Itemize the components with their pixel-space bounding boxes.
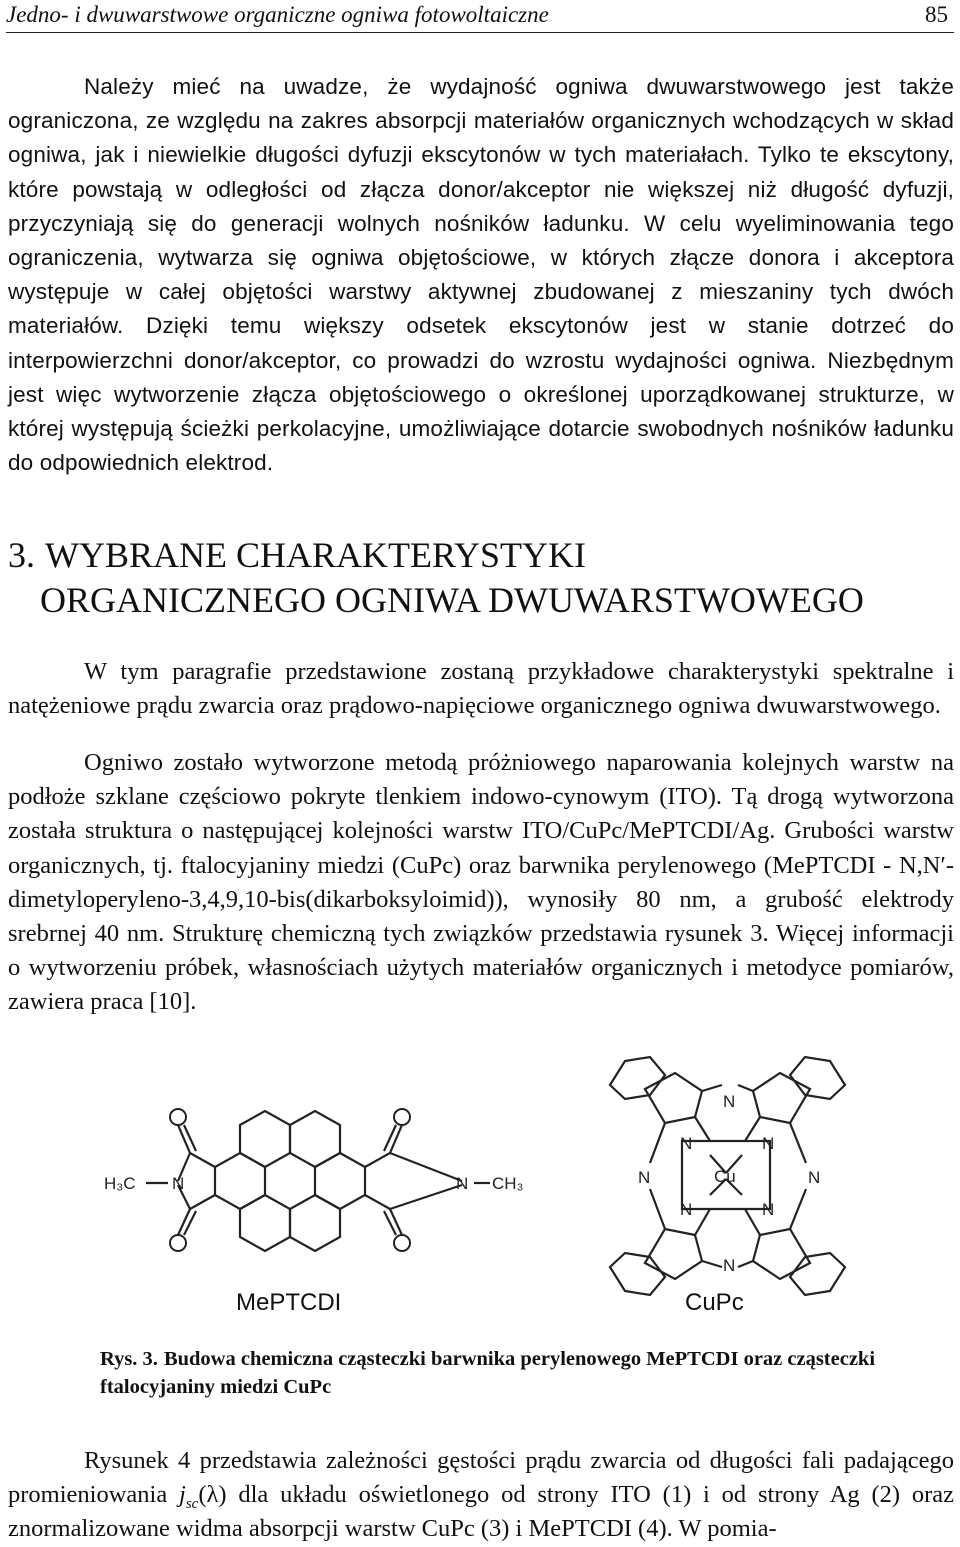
section-number: 3. xyxy=(8,535,35,575)
header-title: Jedno- i dwuwarstwowe organiczne ogniwa fotowoltaiczne xyxy=(6,2,549,27)
page-number: 85 xyxy=(925,2,948,27)
structures-drawing xyxy=(90,1045,950,1315)
section-heading xyxy=(8,533,864,623)
atom-n-right: N xyxy=(456,1174,469,1193)
atom-n-right: N xyxy=(808,1168,821,1187)
atom-n-inner-3: N xyxy=(680,1200,693,1219)
atom-n-left: N xyxy=(172,1174,185,1193)
atom-n-left: N xyxy=(638,1168,651,1187)
paragraph-bulk-heterojunction: Należy mieć na uwadze, że wydajność ogniwa dwuwarstwowego jest także ograniczona, ze względu na zakres absorpcji materiałów organicznych wchodzących w skład ogniwa, jak i niewielkie długości dyfuzji ekscytonów w tych materiałach. Tylko te ekscytony, które powstają w odległości od złącza donor/akceptor nie większej niż długość dyfuzji, przyczyniają się do generacji wolnych nośników ładunku. W celu wyeliminowania tego ograniczenia, wytwarza się ogniwa objętościowe, w których złącze donora i akceptora występuje w całej objętości warstwy aktywnej zbudowanej z mieszaniny tych dwóch materiałów. Dzięki temu większy odsetek ekscytonów jest w stanie dotrzeć do interpowierzchni donor/akceptor, co prowadzi do wzrostu wydajności ogniwa. Niezbędnym jest więc wytworzenie złącza objętościowego o określonej uporządkowanej strukturze, w której występują ścieżki perkolacyjne, umożliwiające dotarcie swobodnych nośników ładunku do odpowiednich elektrod. xyxy=(8,74,954,476)
atom-n-inner-2: N xyxy=(762,1134,775,1153)
paragraph-figure4-intro xyxy=(8,1444,954,1547)
p4-jsc-symbol: j xyxy=(179,1481,186,1509)
p4-lambda: (λ) xyxy=(198,1481,227,1509)
atom-cu: Cu xyxy=(714,1167,736,1186)
paragraph-intro: W tym paragrafie przedstawione zostaną przykładowe charakterystyki spektralne i natężeniowe prądu zwarcia oraz prądowo-napięciowe organicznego ogniwa dwuwarstwowego. xyxy=(8,658,954,720)
figure-caption xyxy=(100,1345,900,1401)
atom-ch3: CH₃ xyxy=(492,1174,524,1193)
meptcdi-structure xyxy=(146,1111,490,1251)
atom-n-bottom: N xyxy=(723,1256,736,1275)
running-header xyxy=(6,0,954,33)
figure-chemical-structures xyxy=(90,1045,950,1335)
p4-jsc-subscript: sc xyxy=(185,1496,199,1513)
section-title-line2: ORGANICZNEGO OGNIWA DWUWARSTWOWEGO xyxy=(40,580,864,620)
p4-text-before: Rysunek 4 przedstawia zależności gęstości prądu zwarcia od długości fali padającego promieniowania xyxy=(8,1447,954,1509)
label-cupc: CuPc xyxy=(685,1289,744,1316)
caption-text: Budowa chemiczna cząsteczki barwnika perylenowego MePTCDI oraz cząsteczki ftalocyjaniny miedzi CuPc xyxy=(100,1348,876,1398)
atom-n-inner-4: N xyxy=(762,1200,775,1219)
label-meptcdi: MePTCDI xyxy=(236,1289,342,1316)
atom-h3c: H₃C xyxy=(104,1174,136,1193)
p4-text-after: dla układu oświetlonego od strony ITO (1) i od strony Ag (2) oraz znormalizowane widma absorpcji warstw CuPc (3) i MePTCDI (4). W pomia- xyxy=(8,1481,955,1543)
caption-label: Rys. 3. xyxy=(100,1348,158,1370)
meptcdi-atom-labels xyxy=(104,1109,523,1251)
atom-n-top: N xyxy=(723,1092,736,1111)
paragraph-cell-fabrication: Ogniwo zostało wytworzone metodą próżniowego naparowania kolejnych warstw na podłoże szklane częściowo pokryte tlenkiem indowo-cynowym (ITO). Tą drogą wytworzona została struktura o następującej kolejności warstw ITO/CuPc/MePTCDI/Ag. Grubości warstw organicznych, tj. ftalocyjaniny miedzi (CuPc) oraz barwnika perylenowego (MePTCDI - N,N′-dimetyloperyleno-3,4,9,10-bis(dikarboksyloimid)), wynosiły 80 nm, a grubość elektrody srebrnej 40 nm. Strukturę chemiczną tych związków przedstawia rysunek 3. Więcej informacji o wytworzeniu próbek, własnościach użytych materiałów organicznych i metodyce pomiarów, zawiera praca [10]. xyxy=(8,749,954,1016)
atom-n-inner-1: N xyxy=(680,1134,693,1153)
section-title-line1: WYBRANE CHARAKTERYSTYKI xyxy=(45,535,587,575)
